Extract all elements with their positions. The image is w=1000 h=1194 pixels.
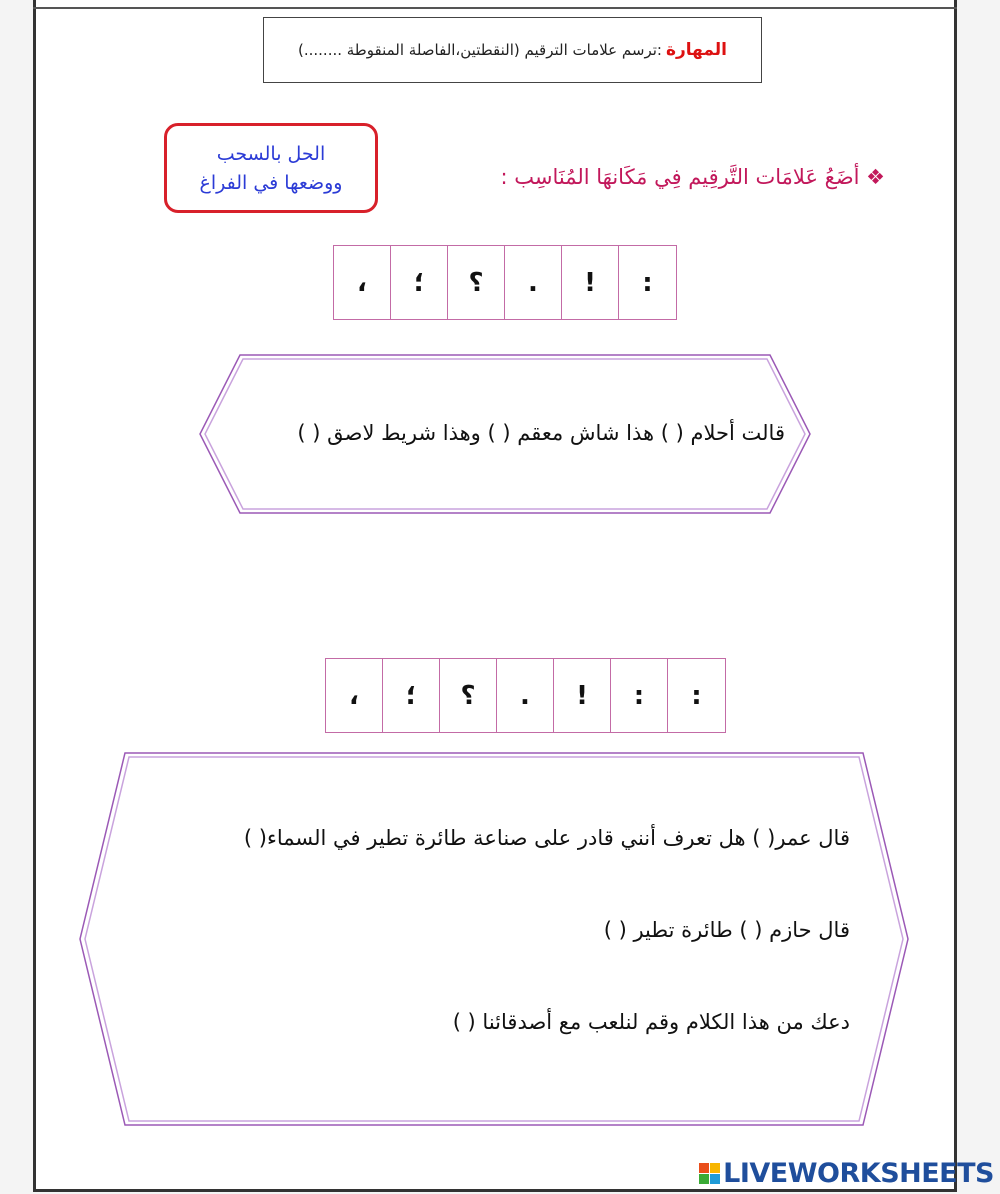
tile-question-mark[interactable]: ؟ xyxy=(448,246,505,319)
tile-question-mark[interactable]: ؟ xyxy=(440,659,497,732)
tile-exclamation[interactable]: ! xyxy=(562,246,619,319)
tile-period[interactable]: . xyxy=(497,659,554,732)
punctuation-tiles-2 xyxy=(325,658,726,733)
hint-line-1: الحل بالسحب xyxy=(216,143,326,165)
tile-semicolon[interactable]: ؛ xyxy=(383,659,440,732)
tile-colon[interactable]: : xyxy=(611,659,668,732)
liveworksheets-logo xyxy=(699,1158,994,1189)
tile-colon[interactable]: : xyxy=(619,246,676,319)
tile-colon[interactable]: : xyxy=(668,659,725,732)
exercise2-line-3: دعك من هذا الكلام وقم لنلعب مع أصدقائنا ( ) xyxy=(452,1010,850,1034)
logo-icon xyxy=(699,1163,720,1184)
tile-period[interactable]: . xyxy=(505,246,562,319)
exercise1-sentence: قالت أحلام ( ) هذا شاش معقم ( ) وهذا شريط لاصق ( ) xyxy=(297,421,785,445)
hint-line-2: ووضعها في الفراغ xyxy=(199,172,343,194)
exercise2-line-1: قال عمر( ) هل تعرف أنني قادر على صناعة طائرة تطير في السماء( ) xyxy=(243,826,850,850)
skill-text: :ترسم علامات الترقيم (النقطتين،الفاصلة المنقوطة ........) xyxy=(298,41,662,59)
tile-exclamation[interactable]: ! xyxy=(554,659,611,732)
tile-comma[interactable]: ، xyxy=(326,659,383,732)
exercise2-line-2: قال حازم ( ) طائرة تطير ( ) xyxy=(603,918,850,942)
punctuation-tiles-1 xyxy=(333,245,677,320)
instruction: ❖ أضَعُ عَلامَات التَّرقِيم فِي مَكَانهَا المُنَاسِب : xyxy=(500,165,885,189)
skill-label: المهارة xyxy=(665,40,728,60)
tile-comma[interactable]: ، xyxy=(334,246,391,319)
tile-semicolon[interactable]: ؛ xyxy=(391,246,448,319)
logo-text: LIVEWORKSHEETS xyxy=(723,1158,994,1189)
